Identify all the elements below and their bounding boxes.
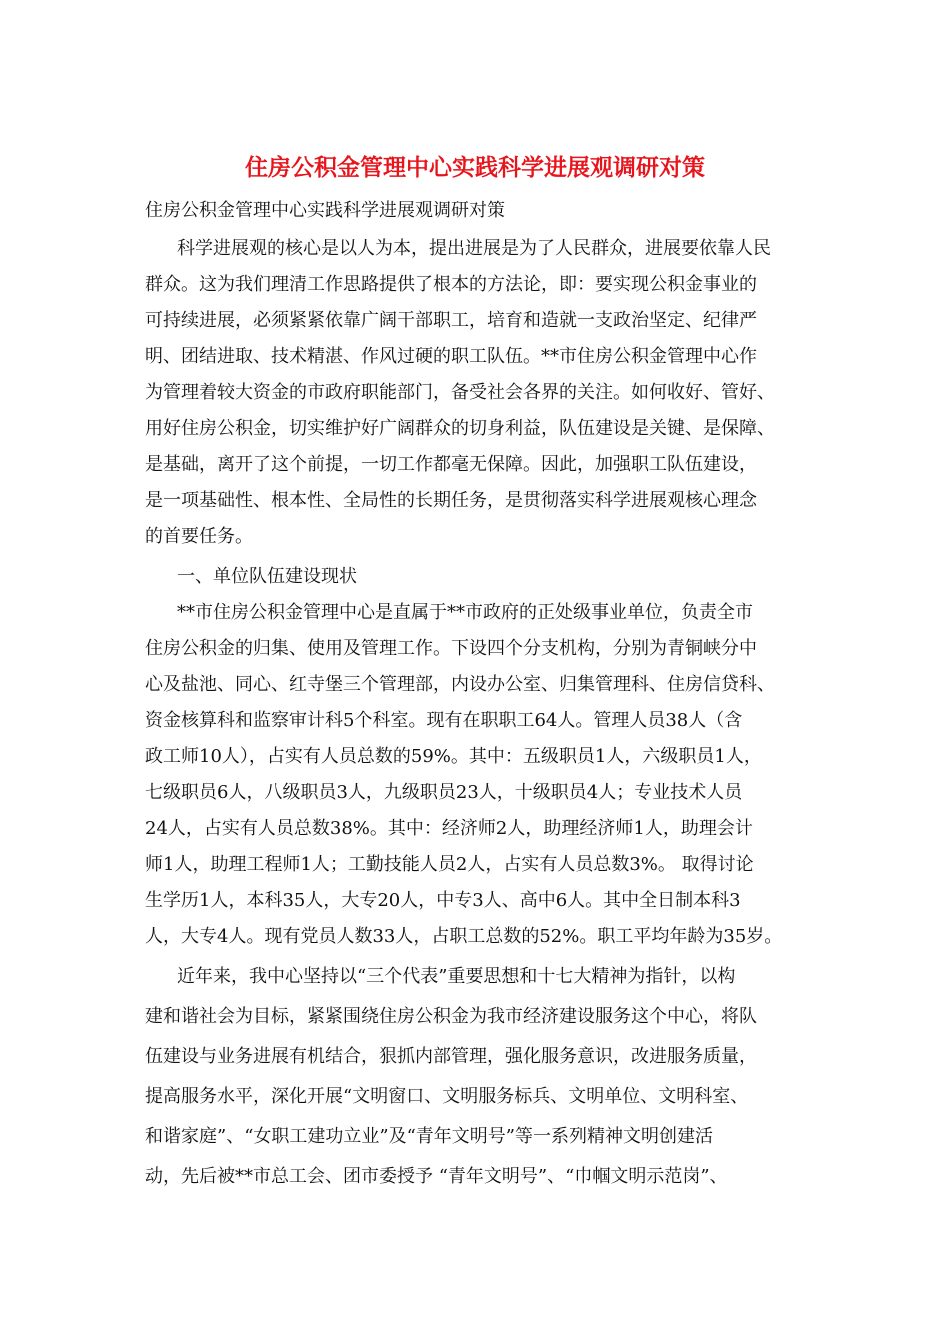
body-line: 科学进展观的核心是以人为本，提出进展是为了人民群众，进展要依靠人民 — [177, 238, 771, 259]
body-line: 24人，占实有人员总数38%。其中：经济师2人，助理经济师1人，助理会计 — [145, 818, 753, 839]
body-line: 住房公积金的归集、使用及管理工作。下设四个分支机构，分别为青铜峡分中 — [145, 638, 757, 659]
body-line: 人，大专4人。现有党员人数33人，占职工总数的52%。职工平均年龄为35岁。 — [145, 926, 783, 947]
body-line: 为管理着较大资金的市政府职能部门，备受社会各界的关注。如何收好、管好、 — [145, 382, 775, 403]
body-line: 动，先后被**市总工会、团市委授予 “青年文明号”、“巾帼文明示范岗”、 — [145, 1166, 728, 1187]
body-line: 明、团结进取、技术精湛、作风过硬的职工队伍。**市住房公积金管理中心作 — [145, 346, 757, 367]
body-line: 提高服务水平，深化开展“文明窗口、文明服务标兵、文明单位、文明科室、 — [145, 1086, 749, 1107]
document-subtitle: 住房公积金管理中心实践科学进展观调研对策 — [145, 200, 505, 221]
body-line: 群众。这为我们理清工作思路提供了根本的方法论，即：要实现公积金事业的 — [145, 274, 757, 295]
document-title: 住房公积金管理中心实践科学进展观调研对策 — [245, 155, 705, 181]
body-line: 伍建设与业务进展有机结合，狠抓内部管理，强化服务意识，改进服务质量， — [145, 1046, 757, 1067]
body-line: 用好住房公积金，切实维护好广阔群众的切身利益，队伍建设是关键、是保障、 — [145, 418, 775, 439]
body-line: 建和谐社会为目标，紧紧围绕住房公积金为我市经济建设服务这个中心，将队 — [145, 1006, 757, 1027]
body-line: 师1人，助理工程师1人；工勤技能人员2人，占实有人员总数3%。 取得讨论 — [145, 854, 754, 875]
body-line: 是一项基础性、根本性、全局性的长期任务，是贯彻落实科学进展观核心理念 — [145, 490, 757, 511]
body-line: 七级职员6人，八级职员3人，九级职员23人，十级职员4人；专业技术人员 — [145, 782, 743, 803]
body-line: 可持续进展，必须紧紧依靠广阔干部职工，培育和造就一支政治坚定、纪律严 — [145, 310, 757, 331]
section-heading: 一、单位队伍建设现状 — [177, 566, 357, 587]
body-line: 和谐家庭”、“女职工建功立业”及“青年文明号”等一系列精神文明创建活 — [145, 1126, 714, 1147]
body-line: 资金核算科和监察审计科5个科室。现有在职职工64人。管理人员38人（含 — [145, 710, 743, 731]
body-line: **市住房公积金管理中心是直属于**市政府的正处级事业单位，负责全市 — [177, 602, 753, 623]
body-line: 政工师10人），占实有人员总数的59%。其中：五级职员1人，六级职员1人， — [145, 746, 762, 767]
body-line: 是基础，离开了这个前提，一切工作都毫无保障。因此，加强职工队伍建设， — [145, 454, 757, 475]
body-line: 的首要任务。 — [145, 526, 253, 547]
body-line: 近年来，我中心坚持以“三个代表”重要思想和十七大精神为指针，以构 — [177, 966, 736, 987]
body-line: 生学历1人，本科35人，大专20人，中专3人、高中6人。其中全日制本科3 — [145, 890, 741, 911]
body-line: 心及盐池、同心、红寺堡三个管理部，内设办公室、归集管理科、住房信贷科、 — [145, 674, 775, 695]
